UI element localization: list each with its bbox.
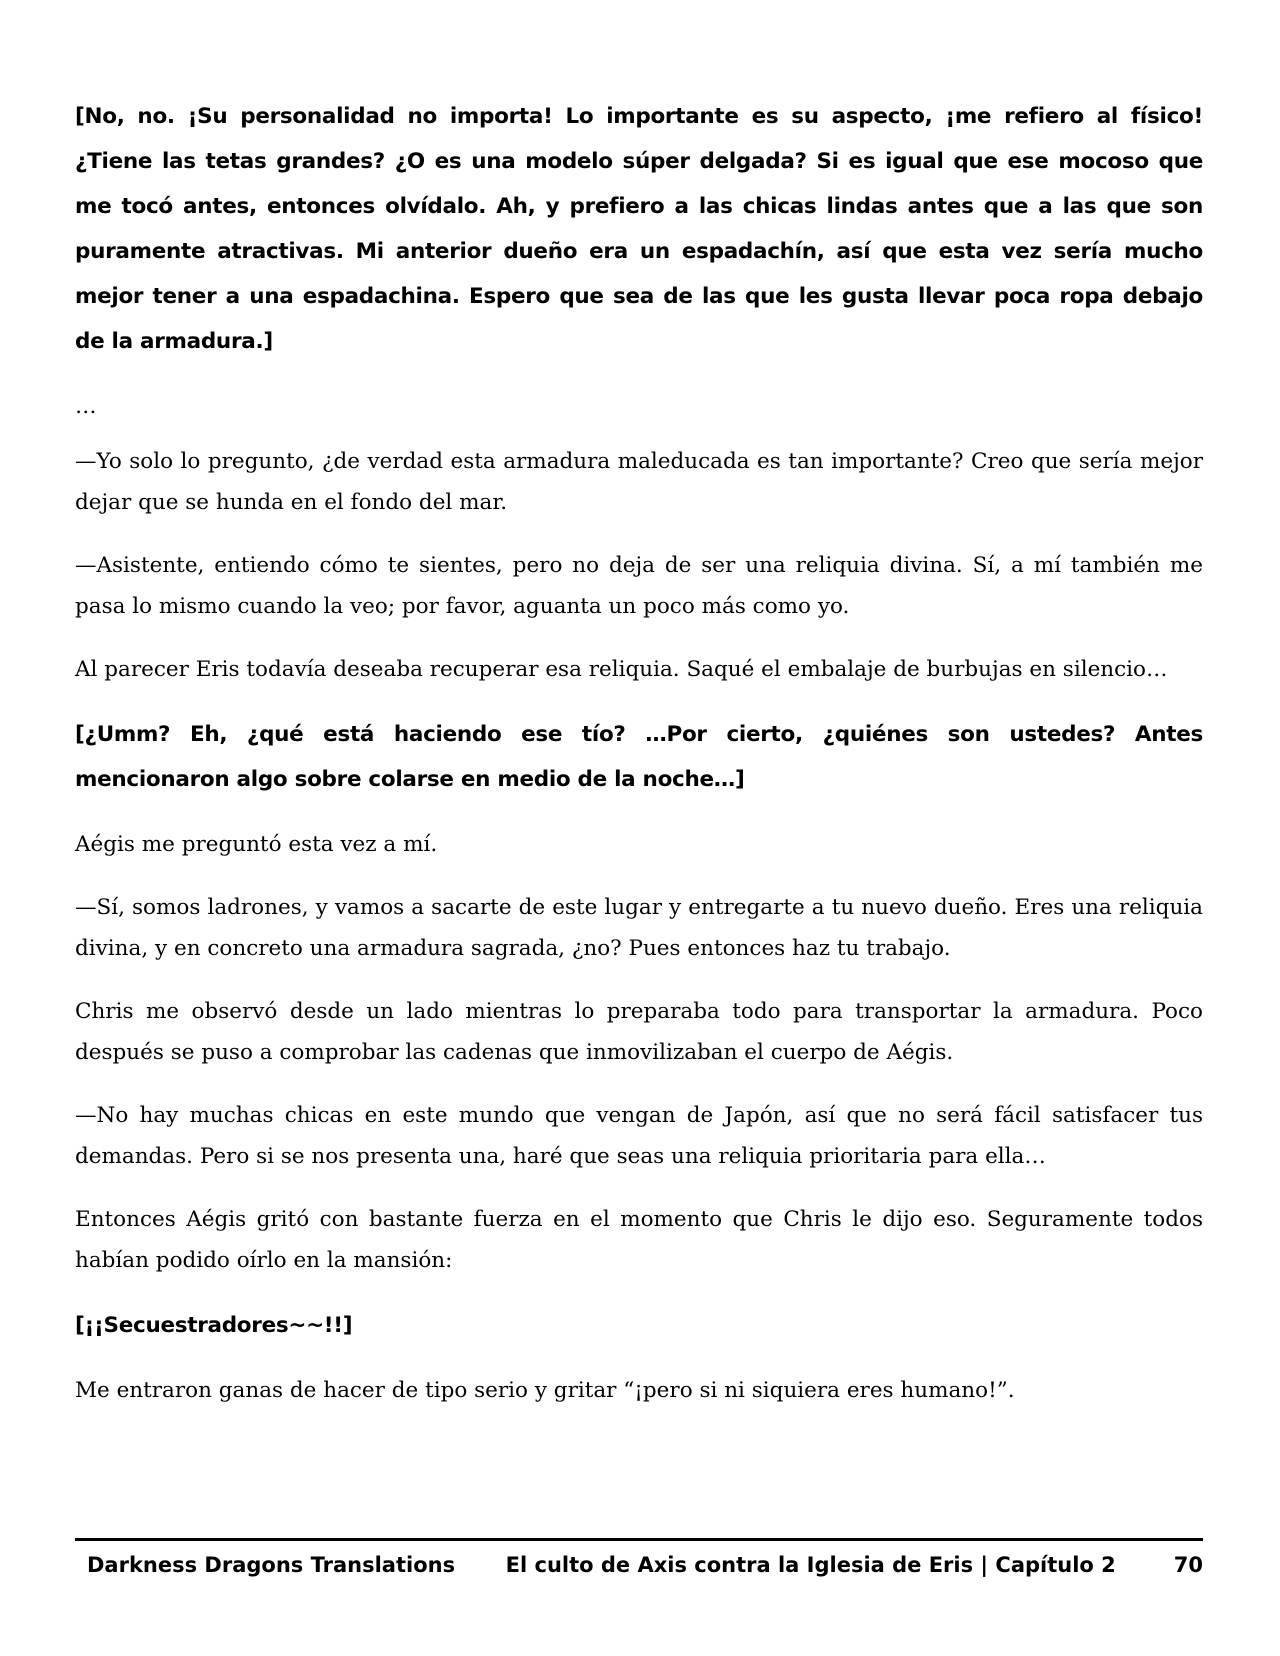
paragraph: Aégis me preguntó esta vez a mí. [75,832,438,857]
paragraph: Chris me observó desde un lado mientras lo preparaba todo para transportar la armadura. Poco después se puso a comprobar las cadenas que inmovilizaban el cuerpo de Aégis. [75,999,1203,1065]
footer-title: El culto de Axis contra la Iglesia de Eris | Capítulo 2 [505,1553,1116,1577]
paragraph: —Sí, somos ladrones, y vamos a sacarte de este lugar y entregarte a tu nuevo dueño. Eres una reliquia divina, y en concreto una armadura sagrada, ¿no? Pues entonces haz tu trabajo. [75,895,1203,961]
paragraph: Al parecer Eris todavía deseaba recuperar esa reliquia. Saqué el embalaje de burbujas en silencio… [75,657,1168,682]
paragraph: [¿Umm? Eh, ¿qué está haciendo ese tío? …Por cierto, ¿quiénes son ustedes? Antes mencionaron algo sobre colarse en medio de la noche…] [75,722,1203,792]
paragraph: … [75,394,97,419]
paragraph: —No hay muchas chicas en este mundo que vengan de Japón, así que no será fácil satisfacer tus demandas. Pero si se nos presenta una, haré que seas una reliquia prioritaria para ella… [75,1103,1203,1169]
page-footer [75,1538,1203,1593]
paragraph: Me entraron ganas de hacer de tipo serio y gritar “¡pero si ni siquiera eres humano!”. [75,1378,1015,1403]
page-body [75,94,1203,1433]
paragraph: —Yo solo lo pregunto, ¿de verdad esta armadura maleducada es tan importante? Creo que sería mejor dejar que se hunda en el fondo del mar. [75,449,1203,515]
footer-translator: Darkness Dragons Translations [87,1553,456,1577]
paragraph: Entonces Aégis gritó con bastante fuerza en el momento que Chris le dijo eso. Seguramente todos habían podido oírlo en la mansión: [75,1207,1203,1273]
page-number: 70 [1173,1553,1203,1577]
paragraph: —Asistente, entiendo cómo te sientes, pero no deja de ser una reliquia divina. Sí, a mí también me pasa lo mismo cuando la veo; por favor, aguanta un poco más como yo. [75,553,1203,619]
paragraph: [¡¡Secuestradores~~!!] [75,1313,353,1338]
paragraph: [No, no. ¡Su personalidad no importa! Lo importante es su aspecto, ¡me refiero al físico! ¿Tiene las tetas grandes? ¿O es una modelo súper delgada? Si es igual que ese mocoso que me tocó antes, entonces olvídalo. Ah, y prefiero a las chicas lindas antes que a las que son puramente atractivas. Mi anterior dueño era un espadachín, así que esta vez sería mucho mejor tener a una espadachina. Espero que sea de las que les gusta llevar poca ropa debajo de la armadura.] [75,104,1203,354]
footer-right [506,1553,1203,1577]
